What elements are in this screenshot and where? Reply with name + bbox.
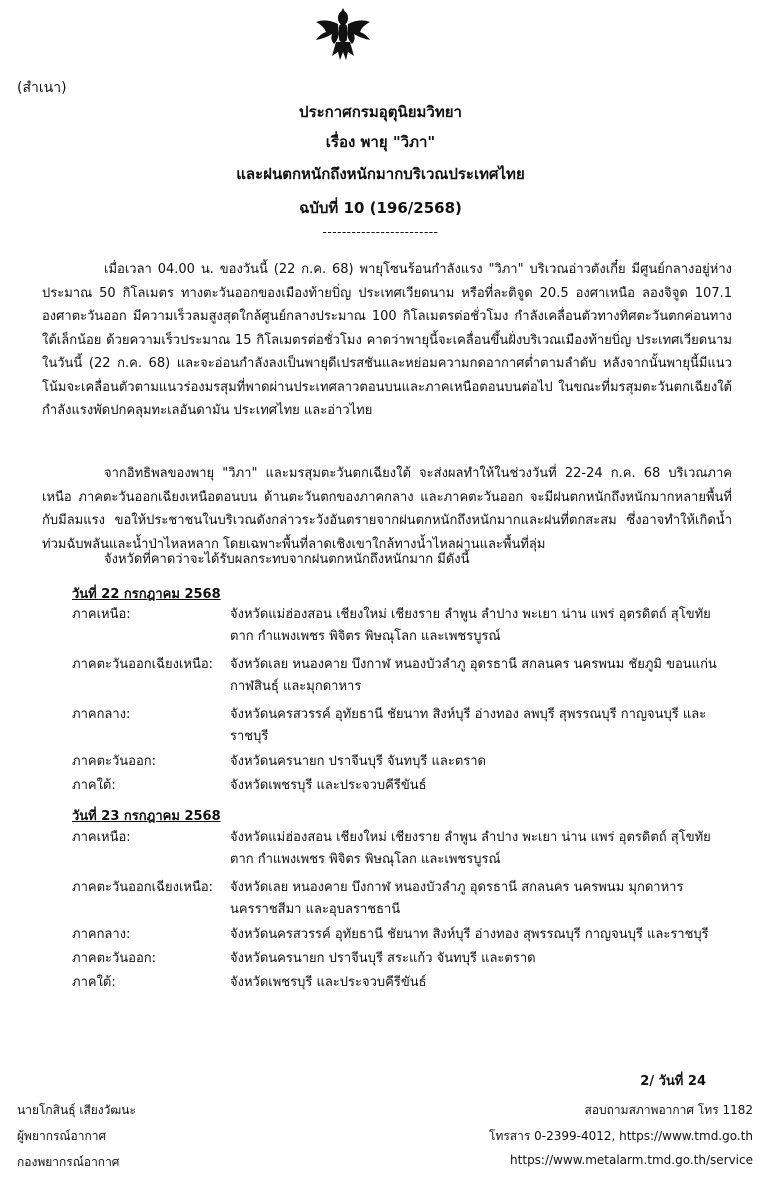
- region-row: [72, 604, 732, 648]
- region-name: ภาคตะวันออกเฉียงเหนือ:: [72, 657, 214, 672]
- region-provinces: จังหวัดนครสวรรค์ อุทัยธานี ชัยนาท สิงห์บุรี อ่างทอง สุพรรณบุรี กาญจนบุรี และราชบุรี: [230, 927, 709, 942]
- region-row: [72, 704, 732, 748]
- region-name: ภาคใต้:: [72, 778, 116, 793]
- region-name: ภาคกลาง:: [72, 927, 131, 942]
- day-heading-23: วันที่ 23 กรกฎาคม 2568: [72, 809, 221, 824]
- copy-mark: (สำเนา): [17, 80, 67, 96]
- issue-number: ฉบับที่ 10 (196/2568): [299, 199, 462, 217]
- announcement-subject: เรื่อง พายุ "วิภา": [325, 133, 436, 151]
- contact-fax-website[interactable]: โทรสาร 0-2399-4012, https://www.tmd.go.th: [489, 1129, 753, 1143]
- region-row: [72, 654, 732, 698]
- region-provinces: จังหวัดเลย หนองคาย บึงกาฬ หนองบัวลำภู อุดรธานี สกลนคร นครพนม มุกดาหาร นครราชสีมา และอุบลราชธานี: [230, 880, 684, 917]
- day-heading-22: วันที่ 22 กรกฎาคม 2568: [72, 587, 221, 602]
- next-page-marker: 2/ วันที่ 24: [640, 1074, 706, 1089]
- region-provinces: จังหวัดเลย หนองคาย บึงกาฬ หนองบัวลำภู อุดรธานี สกลนคร นครพนม ชัยภูมิ ขอนแก่น กาฬสินธุ์ และมุกดาหาร: [230, 657, 717, 694]
- region-provinces: จังหวัดแม่ฮ่องสอน เชียงใหม่ เชียงราย ลำพูน ลำปาง พะเยา น่าน แพร่ อุตรดิตถ์ สุโขทัย ตาก กำแพงเพชร พิจิตร พิษณุโลก และเพชรบูรณ์: [230, 830, 711, 867]
- region-provinces: จังหวัดเพชรบุรี และประจวบคีรีขันธ์: [230, 778, 427, 793]
- paragraph-impact: [42, 462, 732, 556]
- region-row: [72, 877, 732, 921]
- region-row: [72, 948, 732, 970]
- separator-line: ------------------------: [322, 225, 439, 239]
- region-name: ภาคตะวันออก:: [72, 951, 157, 966]
- garuda-emblem-icon: [312, 4, 374, 64]
- region-row: [72, 827, 732, 871]
- region-row: [72, 751, 732, 773]
- paragraph-storm-status: [42, 258, 732, 423]
- region-name: ภาคตะวันออกเฉียงเหนือ:: [72, 880, 214, 895]
- signer-title: ผู้พยากรณ์อากาศ: [17, 1129, 107, 1143]
- region-provinces: จังหวัดนครสวรรค์ อุทัยธานี ชัยนาท สิงห์บุรี อ่างทอง ลพบุรี สุพรรณบุรี กาญจนบุรี และราชบุรี: [230, 707, 707, 744]
- signer-division: กองพยากรณ์อากาศ: [17, 1155, 120, 1169]
- announcement-title: ประกาศกรมอุตุนิยมวิทยา: [299, 103, 462, 121]
- affected-provinces-intro: จังหวัดที่คาดว่าจะได้รับผลกระทบจากฝนตกหนักถึงหนักมาก มีดังนี้: [104, 552, 470, 567]
- region-name: ภาคเหนือ:: [72, 607, 131, 622]
- region-row: [72, 972, 732, 994]
- announcement-subject-line2: และฝนตกหนักถึงหนักมากบริเวณประเทศไทย: [236, 165, 525, 183]
- region-provinces: จังหวัดแม่ฮ่องสอน เชียงใหม่ เชียงราย ลำพูน ลำปาง พะเยา น่าน แพร่ อุตรดิตถ์ สุโขทัย ตาก กำแพงเพชร พิจิตร พิษณุโลก และเพชรบูรณ์: [230, 607, 711, 644]
- region-name: ภาคเหนือ:: [72, 830, 131, 845]
- paragraph-storm-status-text: เมื่อเวลา 04.00 น. ของวันนี้ (22 ก.ค. 68) พายุโซนร้อนกำลังแรง "วิภา" บริเวณอ่าวตังเกี๋ย มีศูนย์กลางอยู่ห่างประมาณ 50 กิโลเมตร ทางตะวันออกของเมืองท้ายบิ่ญ ประเทศเวียดนาม หรือที่ละติจูด 20.5 องศาเหนือ ลองจิจูด 107.1 องศาตะวันออก มีความเร็วลมสูงสุดใกล้ศูนย์กลางประมาณ 100 กิโลเมตรต่อชั่วโมง กำลังเคลื่อนตัวทางทิศตะวันตกค่อนทางใต้เล็กน้อย ด้วยความเร็วประมาณ 15 กิโลเมตรต่อชั่วโมง คาดว่าพายุนี้จะเคลื่อนขึ้นฝั่งบริเวณเมืองท้ายบิ่ญ ประเทศเวียดนามในวันนี้ (22 ก.ค. 68) และจะอ่อนกำลังลงเป็นพายุดีเปรสชันและหย่อมความกดอากาศต่ำตามลำดับ หลังจากนั้นพายุนี้มีแนวโน้มจะเคลื่อนตัวตามแนวร่องมรสุมที่พาดผ่านประเทศลาวตอนบนและภาคเหนือตอนบนต่อไป ในขณะที่มรสุมตะวันตกเฉียงใต้กำลังแรงพัดปกคลุมทะเลอันดามัน ประเทศไทย และอ่าวไทย: [42, 262, 732, 418]
- contact-phone: สอบถามสภาพอากาศ โทร 1182: [584, 1103, 753, 1117]
- paragraph-impact-text: จากอิทธิพลของพายุ "วิภา" และมรสุมตะวันตกเฉียงใต้ จะส่งผลทำให้ในช่วงวันที่ 22-24 ก.ค. 68 บริเวณภาคเหนือ ภาคตะวันออกเฉียงเหนือตอนบน ด้านตะวันตกของภาคกลาง และภาคตะวันออก จะมีฝนตกหนักถึงหนักมากหลายพื้นที่ กับมีลมแรง ขอให้ประชาชนในบริเวณดังกล่าวระวังอันตรายจากฝนตกหนักถึงหนักมากและฝนที่ตกสะสม ซึ่งอาจทำให้เกิดน้ำท่วมฉับพลันและน้ำป่าไหลหลาก โดยเฉพาะพื้นที่ลาดเชิงเขาใกล้ทางน้ำไหลผ่านและพื้นที่ลุ่ม: [42, 466, 732, 552]
- region-row: [72, 775, 732, 797]
- region-name: ภาคกลาง:: [72, 707, 131, 722]
- region-provinces: จังหวัดนครนายก ปราจีนบุรี จันทบุรี และตราด: [230, 754, 486, 769]
- region-provinces: จังหวัดนครนายก ปราจีนบุรี สระแก้ว จันทบุรี และตราด: [230, 951, 536, 966]
- region-row: [72, 924, 732, 946]
- region-name: ภาคตะวันออก:: [72, 754, 157, 769]
- region-provinces: จังหวัดเพชรบุรี และประจวบคีรีขันธ์: [230, 975, 427, 990]
- contact-service-link[interactable]: https://www.metalarm.tmd.go.th/service: [510, 1153, 753, 1167]
- signer-name: นายโกสินธุ์ เสียงวัฒนะ: [17, 1103, 136, 1117]
- region-name: ภาคใต้:: [72, 975, 116, 990]
